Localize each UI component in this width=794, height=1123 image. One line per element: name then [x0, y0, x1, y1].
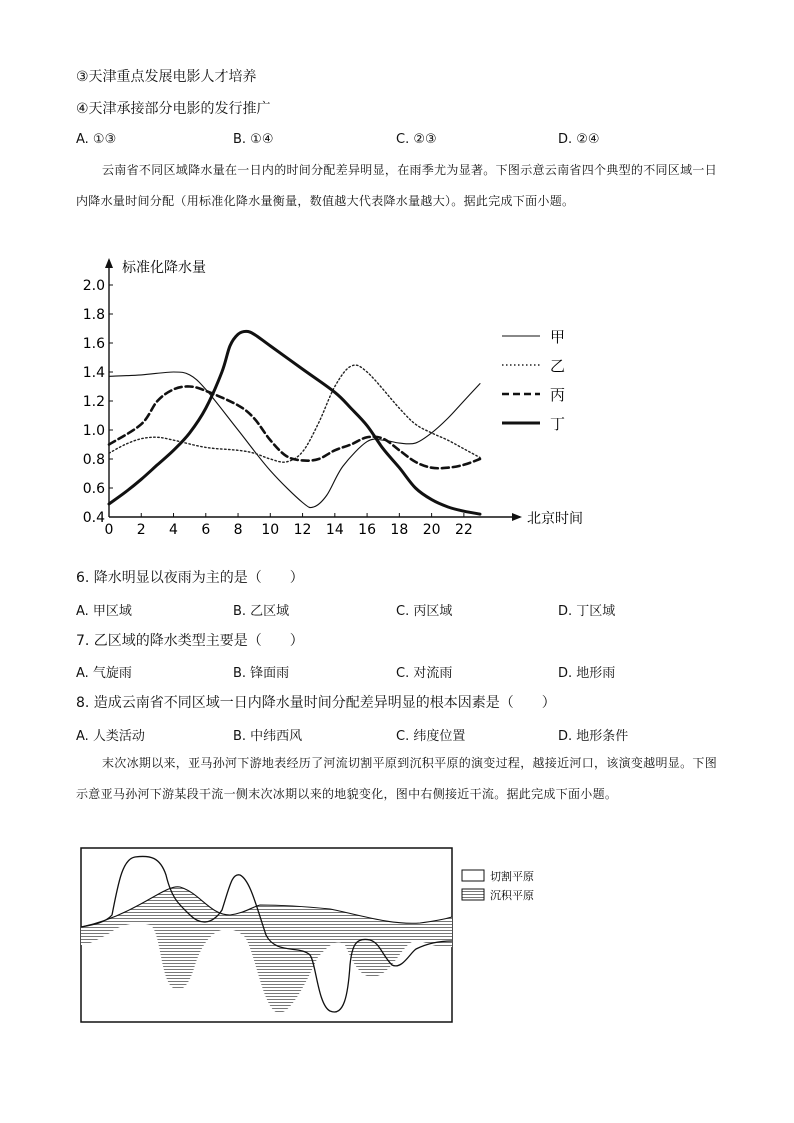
y-tick-label: 1.8 — [82, 307, 105, 323]
x-tick-label: 10 — [261, 522, 280, 538]
q7-option-b[interactable]: B. 锋面雨 — [233, 666, 290, 681]
q7-option-d[interactable]: D. 地形雨 — [558, 666, 616, 681]
y-tick-label: 1.0 — [82, 423, 105, 439]
passage-amazon-text: 末次冰期以来，亚马孙河下游地表经历了河流切割平原到沉积平原的演变过程，越接近河口，该演变越明显。下图示意亚马孙河下游某段干流一侧末次冰期以来的地貌变化，图中右侧接近干流。据此完成下面小题。 — [76, 756, 718, 801]
legend-cut-swatch — [462, 870, 484, 881]
q6-stem: 6. 降水明显以夜雨为主的是（ ） — [76, 570, 304, 586]
y-tick-label: 0.6 — [82, 481, 105, 497]
q8-option-a[interactable]: A. 人类活动 — [76, 729, 145, 744]
passage-rainfall-text: 云南省不同区域降水量在一日内的时间分配差异明显，在雨季尤为显著。下图示意云南省四个典型的不同区域一日内降水量时间分配（用标准化降水量衡量，数值越大代表降水量越大）。据此完成下面小题。 — [76, 163, 718, 208]
q7-option-c[interactable]: C. 对流雨 — [396, 666, 453, 681]
series-line-4 — [109, 331, 480, 514]
passage-rainfall — [76, 155, 721, 217]
chart-axes — [83, 258, 583, 538]
q8-option-b[interactable]: B. 中纬西风 — [233, 729, 303, 744]
x-tick-label: 6 — [201, 522, 211, 538]
x-tick-label: 8 — [233, 522, 243, 538]
landform-diagram — [80, 845, 540, 1025]
q6-option-d[interactable]: D. 丁区域 — [558, 604, 616, 619]
x-axis-title: 北京时间 — [527, 511, 583, 527]
q6-option-b[interactable]: B. 乙区域 — [233, 604, 290, 619]
q8-option-d[interactable]: D. 地形条件 — [558, 729, 629, 744]
y-tick-label: 1.2 — [82, 394, 105, 410]
q8-stem: 8. 造成云南省不同区域一日内降水量时间分配差异明显的根本因素是（ ） — [76, 695, 556, 711]
y-tick-label: 0.4 — [82, 510, 105, 526]
x-tick-label: 20 — [422, 522, 441, 538]
y-axis-arrow — [105, 258, 113, 268]
q5-option-a[interactable]: A. ①③ — [76, 132, 117, 147]
chart-legend — [502, 328, 565, 433]
q5-option-c[interactable]: C. ②③ — [396, 132, 437, 147]
series-line-1 — [109, 372, 480, 508]
y-tick-label: 2.0 — [82, 278, 105, 294]
q7-stem: 7. 乙区域的降水类型主要是（ ） — [76, 633, 304, 649]
x-tick-label: 12 — [293, 522, 312, 538]
q5-option-b[interactable]: B. ①④ — [233, 132, 274, 147]
x-axis-arrow — [512, 513, 522, 521]
legend-label-1: 甲 — [550, 328, 566, 346]
legend-label-2: 乙 — [550, 357, 566, 375]
y-axis-title: 标准化降水量 — [122, 260, 206, 276]
legend-cut-label: 切割平原 — [490, 870, 534, 883]
q8-option-c[interactable]: C. 纬度位置 — [396, 729, 466, 744]
y-tick-label: 1.4 — [82, 365, 105, 381]
q5-option-d[interactable]: D. ②④ — [558, 132, 600, 147]
x-tick-label: 16 — [358, 522, 377, 538]
x-tick-label: 18 — [390, 522, 409, 538]
item-3: ③天津重点发展电影人才培养 — [76, 69, 257, 85]
series-line-2 — [109, 365, 480, 462]
q6-option-a[interactable]: A. 甲区域 — [76, 604, 132, 619]
y-tick-label: 1.6 — [82, 336, 105, 352]
legend-label-3: 丙 — [550, 386, 566, 404]
series-line-3 — [109, 386, 480, 468]
item-4: ④天津承接部分电影的发行推广 — [76, 101, 271, 117]
x-tick-label: 2 — [136, 522, 146, 538]
legend-deposit-label: 沉积平原 — [490, 889, 534, 902]
x-tick-label: 14 — [325, 522, 344, 538]
q7-option-a[interactable]: A. 气旋雨 — [76, 666, 132, 681]
passage-amazon — [76, 748, 721, 810]
q6-option-c[interactable]: C. 丙区域 — [396, 604, 453, 619]
legend-deposit-swatch — [462, 889, 484, 900]
legend-label-4: 丁 — [550, 415, 566, 433]
x-tick-label: 4 — [169, 522, 178, 538]
rainfall-chart — [70, 252, 610, 552]
x-tick-label: 22 — [454, 522, 473, 538]
chart-series — [109, 331, 480, 514]
x-tick-label: 0 — [104, 522, 114, 538]
y-tick-label: 0.8 — [82, 452, 105, 468]
